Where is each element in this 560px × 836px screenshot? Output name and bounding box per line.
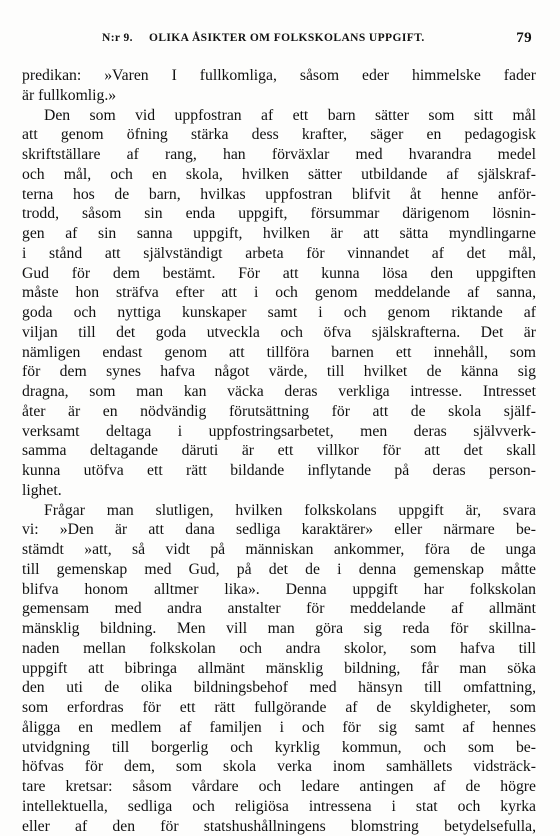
text-line: naden mellan folkskolan och andra skolor, som hafva till: [22, 639, 536, 657]
text-line: höfvas för dem, som skola verka inom samhällets vidsträck-: [22, 758, 536, 776]
text-line: goda och nyttiga kunskaper samt i och genom riktande af: [22, 304, 536, 321]
text-line: uppgift att bibringa allmänt mänsklig bildning, får man söka: [22, 659, 536, 677]
text-line: utvidgning till borgerlig och kyrklig kommun, och som be-: [22, 738, 536, 756]
text-line: till gemenskap med Gud, på det de i denna gemenskap måtte: [22, 560, 536, 578]
text-line: att genom öfning stärka dess krafter, säger en pedagogisk: [22, 126, 536, 144]
text-line: eller af den för statshushållningens blomstring betydelsefulla,: [22, 817, 536, 835]
text-line: viljan till det goda utveckla och öfva själskrafterna. Det är: [22, 323, 536, 341]
text-line: mänsklig bildning. Men vill man göra sig reda för skillna-: [22, 620, 536, 637]
text-line: skriftställare af rang, han förväxlar med hvarandra medel: [22, 146, 536, 163]
text-line: nämligen endast genom att tillföra barnen ett innehåll, som: [22, 343, 536, 361]
text-line: är fullkomlig.»: [22, 86, 117, 104]
text-line: kunna utöfva ett rätt bildande inflytande på deras person-: [22, 462, 536, 479]
text-line: terna hos de barn, hvilkas uppfostran blifvit åt henne anför-: [22, 185, 536, 203]
text-line: i stånd att självständigt arbeta för vinnandet af det mål,: [22, 244, 536, 262]
text-line: stämdt »att, så vidt på människan ankommer, föra de unga: [22, 541, 536, 558]
text-line: intellektuella, sedliga och religiösa intressena i stat och kyrka: [22, 797, 536, 815]
text-line: för dem synes hafva något värde, till hvilket de känna sig: [22, 363, 536, 381]
text-line: tare kretsar: såsom vårdare och ledare antingen af de högre: [22, 778, 536, 795]
body-text: [22, 66, 536, 836]
page-number: 79: [516, 30, 532, 46]
text-line: som erfordras för ett rätt fullgörande af de skyldigheter, som: [22, 699, 536, 716]
text-line: verksamt deltaga i uppfostringsarbetet, men deras självverk-: [22, 422, 536, 440]
text-line: trodd, såsom sin enda uppgift, försummar därigenom lösnin-: [22, 205, 536, 223]
text-line: åligga en medlem af familjen i och för sig samt af hennes: [22, 718, 536, 736]
text-line: Frågar man slutligen, hvilken folkskolans uppgift är, svara: [44, 501, 536, 519]
issue-number: N:r 9.: [102, 32, 133, 44]
text-line: samma deltagande däruti är ett villkor för att det skall: [22, 442, 536, 460]
text-line: den uti de olika bildningsbehof med hänsyn till omfattning,: [22, 679, 536, 697]
text-line: gemensam med andra anstalter för meddelande af allmänt: [22, 600, 536, 618]
text-line: lighet.: [22, 481, 62, 499]
text-line: och mål, och en skola, hvilken sätter utbildande af själskraf-: [22, 165, 536, 183]
text-line: gen af sin sanna uppgift, hvilken är att sätta myndlingarne: [22, 225, 536, 242]
text-line: vi: »Den är att dana sedliga karaktärer» eller närmare be-: [22, 521, 536, 539]
running-title: OLIKA ÅSIKTER OM FOLKSKOLANS UPPGIFT.: [149, 32, 425, 44]
text-line: Den som vid uppfostran af ett barn sätter som sitt mål: [44, 106, 536, 124]
text-line: måste hon sträfva efter att i och genom meddelande af sanna,: [22, 284, 536, 302]
text-line: åter är en nödvändig förutsättning för att de skola själf-: [22, 402, 536, 420]
running-head: [22, 30, 532, 50]
text-line: blifva honom alltmer lika». Denna uppgift har folkskolan: [22, 580, 536, 598]
text-line: predikan: »Varen I fullkomliga, såsom eder himmelske fader: [22, 67, 536, 84]
text-line: dragna, som man kan väcka deras verkliga intresse. Intresset: [22, 383, 536, 400]
text-line: Gud för dem bestämt. För att kunna lösa den uppgiften: [22, 264, 536, 282]
